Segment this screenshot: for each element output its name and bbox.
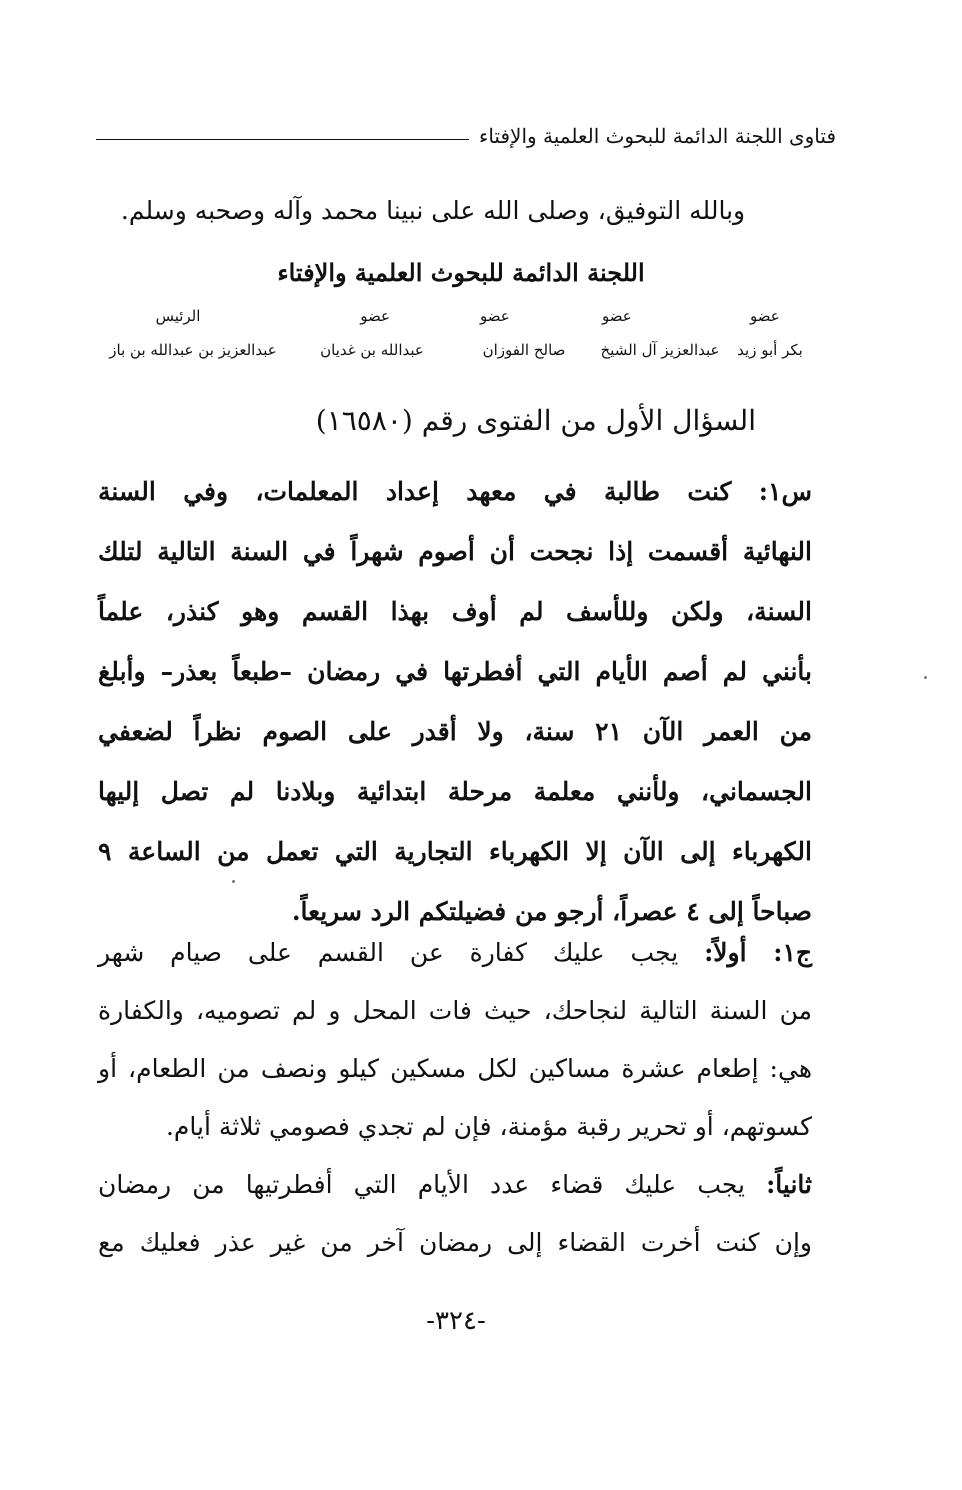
answer-line-text: من السنة التالية لنجاحك، حيث فات المحل و لم تصوميه، والكفارة (98, 996, 812, 1025)
answer-line-text: كسوتهم، أو تحرير رقبة مؤمنة، فإن لم تجدي فصومي ثلاثة أيام. (165, 1112, 812, 1141)
answer-text (98, 924, 812, 1272)
question-text (98, 462, 812, 942)
signatory-name: صالح الفوزان (482, 341, 566, 359)
signatory-role: عضو (360, 307, 390, 325)
question-line: النهائية أقسمت إذا نجحت أن أصوم شهراً في السنة التالية لتلك (98, 537, 812, 566)
signatory-name: بكر أبو زيد (737, 341, 803, 359)
answer-line (98, 1214, 812, 1272)
committee-title: اللجنة الدائمة للبحوث العلمية والإفتاء (277, 258, 645, 287)
question-line: بأنني لم أصم الأيام التي أفطرتها في رمضان –طبعاً بعذر– وأبلغ (98, 657, 812, 686)
signatory-role: عضو (750, 307, 780, 325)
answer-line (98, 1040, 812, 1098)
fatwa-heading: السؤال الأول من الفتوى رقم (١٦٥٨٠) (315, 404, 756, 437)
signatories (98, 306, 810, 376)
answer-line-text: هي: إطعام عشرة مساكين لكل مسكين كيلو ونصف من الطعام، أو (98, 1054, 812, 1083)
running-header (96, 124, 836, 148)
answer-line-text: وإن كنت أخرت القضاء إلى رمضان آخر من غير عذر فعليك مع (98, 1228, 812, 1257)
answer-line (98, 1098, 812, 1156)
question-line: السنة، ولكن وللأسف لم أوف بهذا القسم وهو كنذر، علماً (98, 597, 812, 626)
question-line: صباحاً إلى ٤ عصراً، أرجو من فضيلتكم الرد سريعاً. (291, 897, 812, 926)
signatory-role: عضو (480, 307, 510, 325)
answer-marker: ج١: أولاً: (704, 938, 813, 967)
answer-marker: ثانياً: (766, 1170, 812, 1199)
question-line: الكهرباء إلى الآن إلا الكهرباء التجارية التي تعمل من الساعة ٩ (98, 837, 812, 866)
answer-line-text: يجب عليك قضاء عدد الأيام التي أفطرتيها من رمضان (98, 1170, 767, 1199)
question-line: الجسماني، ولأنني معلمة مرحلة ابتدائية وبلادنا لم تصل إليها (98, 777, 812, 806)
signatory-name: عبدالعزيز آل الشيخ (600, 341, 720, 359)
signatory-1 (730, 306, 810, 360)
signatory-name: عبدالله بن غديان (320, 341, 424, 359)
scan-speck (232, 880, 235, 883)
question-line: س١: كنت طالبة في معهد إعداد المعلمات، وفي السنة (98, 477, 812, 506)
signatory-role: عضو (602, 307, 632, 325)
signatory-4 (310, 306, 434, 360)
signatory-role: الرئيس (155, 307, 201, 325)
scan-speck (924, 676, 927, 679)
question-line: من العمر الآن ٢١ سنة، ولا أقدر على الصوم نظراً لضعفي (98, 717, 812, 746)
answer-line (98, 982, 812, 1040)
answer-line (98, 1156, 812, 1214)
signatory-3 (472, 306, 576, 360)
running-title: فتاوى اللجنة الدائمة للبحوث العلمية والإفتاء (478, 124, 836, 148)
header-rule (96, 139, 469, 140)
answer-line-text: يجب عليك كفارة عن القسم على صيام شهر (98, 938, 705, 967)
signatory-2 (592, 306, 728, 360)
answer-line (98, 924, 812, 982)
page-number: -٣٢٤- (426, 1306, 486, 1336)
signatory-name: عبدالعزيز بن عبدالله بن باز (109, 341, 277, 359)
signatory-5 (98, 306, 288, 360)
closing-prayer: وبالله التوفيق، وصلى الله على نبينا محمد وآله وصحبه وسلم. (120, 196, 746, 225)
